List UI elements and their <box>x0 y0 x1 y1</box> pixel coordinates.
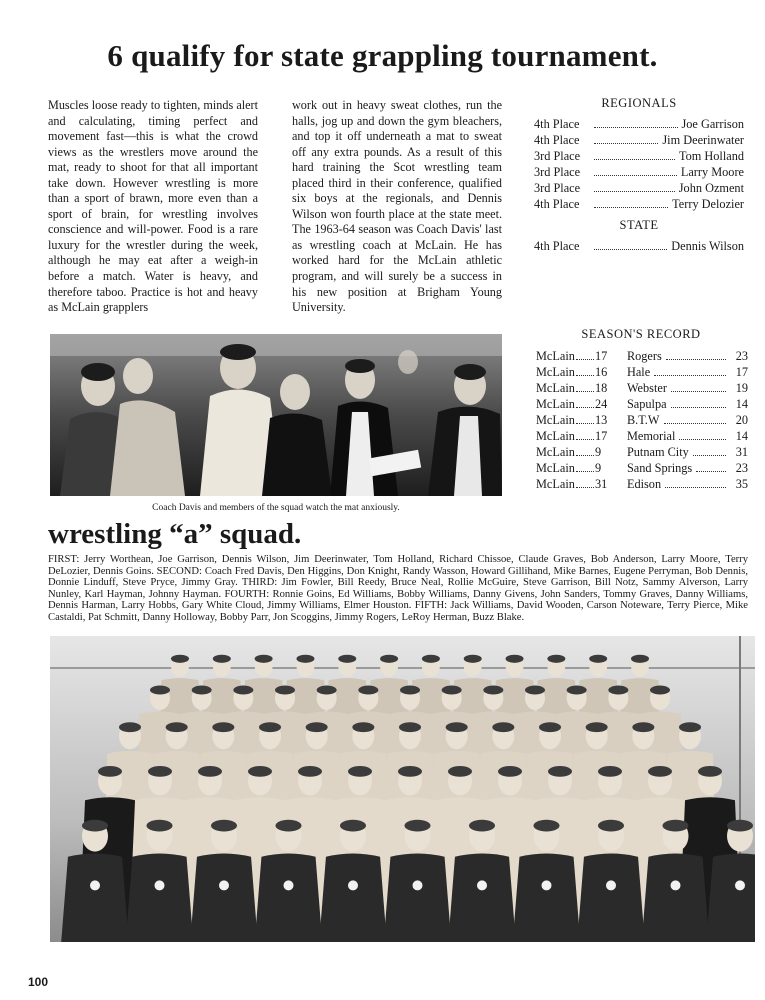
regionals-place: 4th Place <box>534 133 580 147</box>
regionals-row <box>534 132 744 148</box>
team-photo-image <box>50 636 755 942</box>
team-score: 17 <box>594 429 608 443</box>
person-hair <box>248 766 272 777</box>
person-hair <box>192 686 212 695</box>
season-record-table <box>536 348 748 492</box>
jersey-number-badge <box>284 880 294 890</box>
opponent-name: Memorial <box>626 429 676 443</box>
team-score: 13 <box>594 413 608 427</box>
state-list <box>534 238 744 254</box>
person-hair <box>679 722 701 732</box>
person-hair <box>150 686 170 695</box>
person-hair <box>464 655 482 663</box>
regionals-place: 4th Place <box>534 197 580 211</box>
person-hair <box>380 655 398 663</box>
person-hair <box>506 655 524 663</box>
opponent-name: Edison <box>626 477 662 491</box>
season-record-row <box>536 364 748 380</box>
person-hair <box>650 686 670 695</box>
squad-roster: FIRST: Jerry Worthean, Joe Garrison, Dennis Wilson, Jim Deerinwater, Tom Holland, Richard Chissoe, Claude Graves, Bob Anderson, Larry Moore, Terry DeLozier, Dennis Goins. SECOND: Coach Fred Davis, Den Higgins, Don Knight, Randy Wasson, Howard Gillihand, Mike Barnes, Eugene Perryman, Bob Dennis, Donnie Linduff, Steve Pryce, Jimmy Gray. THIRD: Jim Fowler, Bill Reedy, Bruce Neal, Rollie McGuire, Steve Garrison, Bill Notz, Sammy Alverson, Larry Nunley, Karl Hayman, Johnny Hayman. FOURTH: Ronnie Goins, Ed Williams, Bobby Williams, Danny Givens, John Sanders, Tommy Graves, Danny Williams, Dennis Harman, Larry Hobbs, Gary White Cloud, Jimmy Williams, Elmer Houston. FIFTH: Jack Williams, David Wooden, Carson Noteware, Terry Pierce, Mike Castaldi, Pat Schmitt, Danny Holloway, Bobby Parr, Jon Scoggins, Jimmy Rogers, LeRoy Herman, Buzz Blake. <box>48 554 748 623</box>
season-record-row <box>536 428 748 444</box>
regionals-row <box>534 164 744 180</box>
leader-dots <box>594 191 675 192</box>
leader-dots <box>594 175 677 176</box>
jersey-number-badge <box>155 880 165 890</box>
person-hair <box>727 820 753 832</box>
person-hair <box>198 766 222 777</box>
leader-dots <box>576 487 594 488</box>
team-name: McLain <box>536 461 575 475</box>
leader-dots <box>594 143 658 144</box>
person-hair <box>525 686 545 695</box>
person-hair <box>399 722 421 732</box>
leader-dots <box>576 471 594 472</box>
opponent-score: 14 <box>735 397 748 411</box>
regionals-name: Terry Delozier <box>672 197 744 211</box>
squad-title: wrestling “a” squad. <box>48 518 302 550</box>
regionals-place: 3rd Place <box>534 181 581 195</box>
state-place: 4th Place <box>534 239 580 253</box>
team-name: McLain <box>536 477 575 491</box>
team-name: McLain <box>536 445 575 459</box>
opponent-name: Webster <box>626 381 667 395</box>
bench-photo <box>50 334 502 496</box>
team-score: 31 <box>594 477 608 491</box>
opponent-name: Sapulpa <box>626 397 667 411</box>
regionals-results <box>534 96 744 254</box>
opponent-score: 19 <box>735 381 748 395</box>
season-record-row <box>536 412 748 428</box>
opponent-score: 23 <box>735 461 748 475</box>
person-hair <box>598 820 624 832</box>
jersey-number-badge <box>542 880 552 890</box>
person-hair <box>446 722 468 732</box>
person-hair <box>608 686 628 695</box>
bench-photo-caption: Coach Davis and members of the squad watch the mat anxiously. <box>152 503 400 513</box>
jersey-number-badge <box>671 880 681 890</box>
opponent-name: Rogers <box>626 349 662 363</box>
leader-dots <box>594 159 675 160</box>
opponent-score: 17 <box>735 365 748 379</box>
person-hair <box>492 722 514 732</box>
leader-dots <box>665 487 726 488</box>
person-hair <box>632 722 654 732</box>
jersey-number-badge <box>606 880 616 890</box>
person-hair <box>448 766 472 777</box>
leader-dots <box>576 359 594 360</box>
person-hair <box>166 722 188 732</box>
state-name: Dennis Wilson <box>671 239 744 253</box>
team-name: McLain <box>536 397 575 411</box>
regionals-place: 4th Place <box>534 117 580 131</box>
regionals-place: 3rd Place <box>534 165 581 179</box>
leader-dots <box>664 423 727 424</box>
leader-dots <box>576 375 594 376</box>
person-hair <box>296 655 314 663</box>
person-hair <box>340 820 366 832</box>
person-hair <box>534 820 560 832</box>
person-hair <box>338 655 356 663</box>
leader-dots <box>576 391 594 392</box>
leader-dots <box>594 249 667 250</box>
season-record-row <box>536 396 748 412</box>
opponent-name: Putnam City <box>626 445 689 459</box>
person-hair <box>631 655 649 663</box>
person-hair <box>398 766 422 777</box>
regionals-name: Tom Holland <box>678 149 744 163</box>
team-score: 24 <box>594 397 608 411</box>
person-hair <box>648 766 672 777</box>
team-score: 18 <box>594 381 608 395</box>
person-hair <box>306 722 328 732</box>
season-record-title: SEASON'S RECORD <box>581 327 701 341</box>
article-column-1: Muscles loose ready to tighten, minds alert and calculating, timing perfect and movement fast—this is what the crowd views as the wrestlers move around the mat, ready to shoot for that all important take down. However wrestling is more than a sport of brawn, more even than a sport of brain, for wrestling involves conscience and will-power. Food is a rare luxury for the wrestler during the week, although he may eat after a weigh-in before a match. Water is heavy, and therefore taboo. Practice is hot and heavy as McLain grapplers <box>48 98 258 315</box>
leader-dots <box>654 375 726 376</box>
person-hair <box>589 655 607 663</box>
person-hair <box>298 766 322 777</box>
opponent-score: 35 <box>735 477 748 491</box>
jersey-number-badge <box>735 880 745 890</box>
person-hair <box>171 655 189 663</box>
regionals-name: Larry Moore <box>680 165 744 179</box>
leader-dots <box>671 407 726 408</box>
leader-dots <box>594 207 668 208</box>
team-name: McLain <box>536 429 575 443</box>
leader-dots <box>666 359 726 360</box>
person-hair <box>405 820 431 832</box>
person-hair <box>358 686 378 695</box>
person-hair <box>498 766 522 777</box>
person-hair <box>586 722 608 732</box>
leader-dots <box>696 471 726 472</box>
team-name: McLain <box>536 349 575 363</box>
regionals-row <box>534 116 744 132</box>
person-hair <box>147 820 173 832</box>
person-hair <box>698 766 722 777</box>
person-hair <box>663 820 689 832</box>
person-hair <box>548 766 572 777</box>
person-hair <box>212 722 234 732</box>
person-hair <box>233 686 253 695</box>
person-hair <box>547 655 565 663</box>
opponent-name: Sand Springs <box>626 461 693 475</box>
team-name: McLain <box>536 365 575 379</box>
leader-dots <box>576 423 594 424</box>
person-hair <box>483 686 503 695</box>
regionals-title: REGIONALS <box>601 96 677 110</box>
opponent-score: 23 <box>735 349 748 363</box>
regionals-place: 3rd Place <box>534 149 581 163</box>
person-hair <box>352 722 374 732</box>
person-hair <box>98 766 122 777</box>
season-record-row <box>536 348 748 364</box>
leader-dots <box>693 455 726 456</box>
person-hair <box>259 722 281 732</box>
page-number: 100 <box>28 975 49 989</box>
jersey-number-badge <box>477 880 487 890</box>
person-hair <box>469 820 495 832</box>
jersey-number-badge <box>413 880 423 890</box>
jersey-number-badge <box>90 880 100 890</box>
state-row <box>534 238 744 254</box>
leader-dots <box>679 439 726 440</box>
regionals-row <box>534 148 744 164</box>
jersey-number-badge <box>219 880 229 890</box>
person-hair <box>598 766 622 777</box>
page-headline: 6 qualify for state grappling tournament. <box>107 38 658 73</box>
leader-dots <box>594 127 678 128</box>
person-hair <box>567 686 587 695</box>
person-hair <box>348 766 372 777</box>
regionals-row <box>534 180 744 196</box>
season-record-row <box>536 380 748 396</box>
regionals-name: John Ozment <box>678 181 744 195</box>
leader-dots <box>576 455 594 456</box>
opponent-score: 14 <box>735 429 748 443</box>
team-score: 9 <box>594 461 602 475</box>
person-hair <box>211 820 237 832</box>
regionals-name: Joe Garrison <box>681 117 744 131</box>
opponent-name: B.T.W <box>626 413 660 427</box>
team-name: McLain <box>536 381 575 395</box>
person-hair <box>275 686 295 695</box>
person-hair <box>255 655 273 663</box>
article-column-2: work out in heavy sweat clothes, run the halls, jog up and down the gym bleachers, and top it off underneath a mat to sweat off any extra pounds. As a result of this hard training the Scot wrestling team placed third in their conference, qualified six boys at the regionals, and Dennis Wilson won fourth place at the state meet. The 1963-64 season was Coach Davis' last as wrestling coach at McLain. He has worked hard for the McLain athletic program, and will surely be a success in his new position at Brigham Young University. <box>292 98 502 315</box>
regionals-name: Jim Deerinwater <box>662 133 744 147</box>
opponent-name: Hale <box>626 365 651 379</box>
team-name: McLain <box>536 413 575 427</box>
state-title: STATE <box>619 218 659 232</box>
opponent-score: 31 <box>735 445 748 459</box>
season-record-row <box>536 444 748 460</box>
regionals-row <box>534 196 744 212</box>
person-hair <box>119 722 141 732</box>
season-record-row <box>536 476 748 492</box>
leader-dots <box>576 407 594 408</box>
season-record-row <box>536 460 748 476</box>
bench-photo-image <box>50 334 502 496</box>
person-hair <box>82 820 108 832</box>
person-hair <box>213 655 231 663</box>
regionals-list <box>534 116 744 212</box>
team-score: 16 <box>594 365 608 379</box>
person-hair <box>400 686 420 695</box>
person-hair <box>276 820 302 832</box>
person-hair <box>539 722 561 732</box>
team-score: 9 <box>594 445 602 459</box>
person-hair <box>442 686 462 695</box>
jersey-number-badge <box>348 880 358 890</box>
team-photo <box>50 636 755 942</box>
team-score: 17 <box>594 349 608 363</box>
leader-dots <box>576 439 594 440</box>
person-hair <box>317 686 337 695</box>
person-hair <box>422 655 440 663</box>
leader-dots <box>671 391 726 392</box>
person-hair <box>148 766 172 777</box>
opponent-score: 20 <box>735 413 748 427</box>
